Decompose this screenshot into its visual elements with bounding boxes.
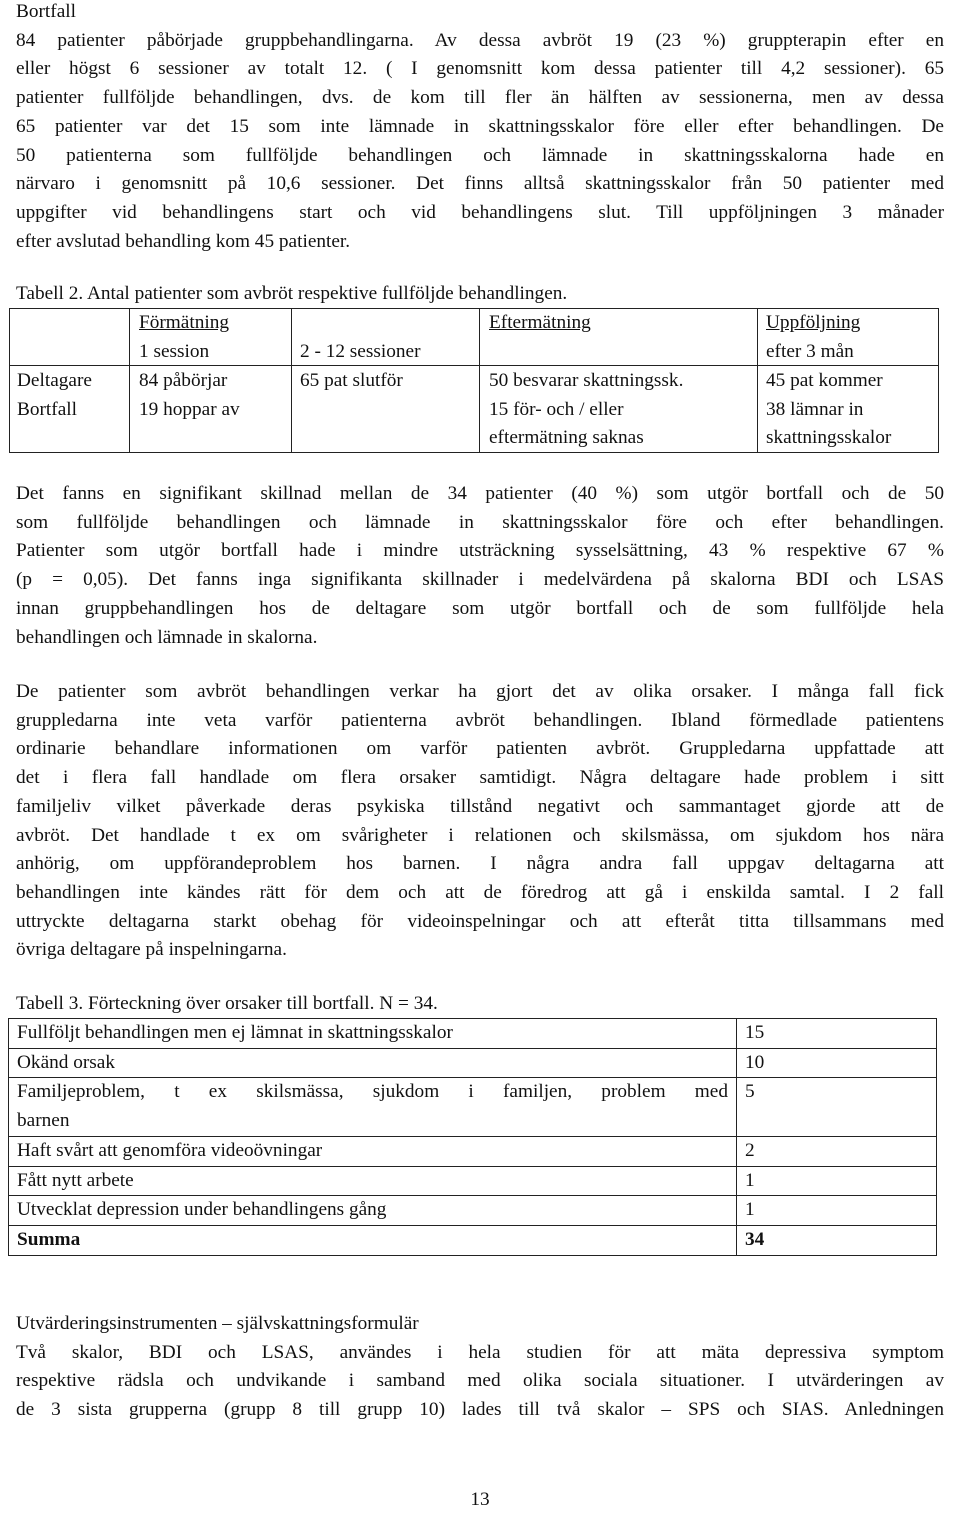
paragraph-line: 65 patienter var det 15 som inte lämnade in skattningsskalor före eller efter behandlingen. De [16,115,944,137]
table3-label-line: barnen [17,1110,70,1132]
table-column-divider [757,309,758,452]
paragraph-line: Två skalor, BDI och LSAS, användes i hela studien för att mäta depressiva symptom [16,1341,944,1363]
table2-cell: 65 pat slutför [300,370,403,391]
caption-text: Tabell 3. Förteckning över orsaker till bortfall. N = 34. [16,993,438,1014]
table-row [9,1166,937,1196]
table3-caption [16,990,944,1019]
paragraph-line: uttryckte deltagarna starkt obehag för videoinspelningar och att efteråt titta tillsammans med [16,910,944,932]
table2-cell: 19 hoppar av [139,398,240,420]
table3-label: Fått nytt arbete [9,1166,737,1196]
paragraph-line: som fullföljde behandlingen och lämnade in skattningsskalor före och efter behandlingen. [16,511,944,533]
table-column-divider [479,309,480,452]
table2-row-label-bortfall: Bortfall [17,398,77,420]
paragraph-line: behandlingen och lämnade in skalorna. [16,626,318,648]
table2-header-eftermatning: Eftermätning [489,312,591,333]
table3-label: Haft svårt att genomföra videoövningar [9,1136,737,1166]
paragraph-line: uppgifter vid behandlingens start och vid behandlingens slut. Till uppföljningen 3 månader [16,201,944,223]
table-row [9,1078,937,1136]
table3-label: Utvecklat depression under behandlingens gång [9,1196,737,1226]
table2-header-sessioner: 2 - 12 sessioner [300,340,421,362]
table2-row-label-deltagare: Deltagare [17,370,92,391]
section-bortfall [16,0,944,256]
table3-label-line: Familjeproblem, t ex skilsmässa, sjukdom i familjen, problem med [17,1081,728,1103]
table2 [9,308,939,453]
table3-value: 1 [737,1166,937,1196]
paragraph-signifikant [16,480,944,652]
paragraph-line: avbröt. Det handlade t ex om svårigheter i relationen och skilsmässa, om sjukdom hos nära [16,824,944,846]
table2-cell: skattningsskalor [766,427,892,449]
table3-value: 1 [737,1196,937,1226]
table2-cell: 15 för- och / eller [489,398,624,420]
table3-value: 5 [737,1078,937,1136]
paragraph-line: De patienter som avbröt behandlingen verkar ha gjort det av olika orsaker. I många fall fick [16,681,944,702]
paragraph-line: ordinarie behandlare informationen om varför patienten avbröt. Gruppledarna uppfattade att [16,738,944,760]
table3-value: 34 [737,1225,937,1255]
table-row [9,1196,937,1226]
table3-label: Summa [9,1225,737,1255]
table2-cell: 45 pat kommer [766,370,883,391]
section-heading: Utvärderingsinstrumenten – självskattningsformulär [16,1313,419,1334]
paragraph-line: övriga deltagare på inspelningarna. [16,939,287,961]
paragraph-line: patienter fullföljde behandlingen, dvs. de kom till fler än hälften av sessionerna, men av dessa [16,87,944,109]
table3 [8,1018,937,1256]
table3-value: 15 [737,1019,937,1049]
caption-text: Tabell 2. Antal patienter som avbröt respektive fullföljde behandlingen. [16,283,568,304]
table3-label: Fullföljt behandlingen men ej lämnat in skattningsskalor [9,1019,737,1049]
paragraph-line: (p = 0,05). Det fanns inga signifikanta skillnader i medelvärdena på skalorna BDI och LSAS [16,569,944,591]
paragraph-orsaker [16,678,944,965]
paragraph-line: behandlingen inte kändes rätt för dem och att de föredrog att gå i enskilda samtal. I 2 fall [16,881,944,903]
table2-header-efter: efter 3 mån [766,340,854,362]
paragraph-line: familjeliv vilket påverkade deras psykiska tillstånd negativt och sammantaget gjorde att de [16,795,944,817]
paragraph-line: de 3 sista grupperna (grupp 8 till grupp 10) lades till två skalor – SPS och SIAS. Anledningen [16,1399,944,1421]
paragraph-line: Det fanns en signifikant skillnad mellan de 34 patienter (40 %) som utgör bortfall och de 50 [16,483,944,504]
table2-cell: 84 påbörjar [139,370,228,391]
paragraph-line: Patienter som utgör bortfall hade i mindre utsträckning sysselsättning, 43 % respektive 67 % [16,540,944,562]
paragraph-line: efter avslutad behandling kom 45 patienter. [16,230,351,252]
table2-header-uppfoljning: Uppföljning [766,312,861,333]
paragraph-line: innan gruppbehandlingen hos de deltagare som utgör bortfall och de som fullföljde hela [16,597,944,619]
paragraph-line: det i flera fall handlade om flera orsaker samtidigt. Några deltagare hade problem i sitt [16,767,944,789]
table2-header-session: 1 session [139,340,210,362]
table3-value: 10 [737,1048,937,1078]
paragraph-line: 50 patienterna som fullföljde behandlingen och lämnade in skattningsskalorna hade en [16,144,944,166]
table2-caption [16,280,944,309]
paragraph-line: närvaro i genomsnitt på 10,6 sessioner. Det finns alltså skattningsskalor från 50 patienter med [16,173,944,195]
paragraph-line: gruppledarna inte veta varför patienterna avbröt behandlingen. Ibland förmedlade patientens [16,709,944,731]
section-instrument [16,1310,944,1425]
table-row [9,1048,937,1078]
table2-header-formatning: Förmätning [139,312,229,333]
paragraph-line: 84 patienter påbörjade gruppbehandlingarna. Av dessa avbröt 19 (23 %) gruppterapin efter en [16,29,944,51]
table-row-sum [9,1225,937,1255]
table-column-divider [129,309,130,452]
page-number: 13 [470,1489,490,1510]
paragraph-line: anhörig, om uppförandeproblem hos barnen. I några andra fall uppgav deltagarna att [16,853,944,875]
table2-cell: 38 lämnar in [766,398,864,420]
table3-label: Okänd orsak [9,1048,737,1078]
paragraph-line: respektive rädsla och undvikande i samband med olika sociala situationer. I utvärderingen av [16,1370,944,1392]
section-heading: Bortfall [16,1,76,22]
paragraph-line: eller högst 6 sessioner av totalt 12. ( I genomsnitt kom dessa patienter till 4,2 sessioner). 65 [16,58,944,80]
table-row [9,1136,937,1166]
table2-cell: 50 besvarar skattningssk. [489,370,684,391]
table3-label [9,1078,737,1136]
table3-value: 2 [737,1136,937,1166]
table-row [9,1019,937,1049]
table2-cell: eftermätning saknas [489,427,644,449]
table-column-divider [291,309,292,452]
